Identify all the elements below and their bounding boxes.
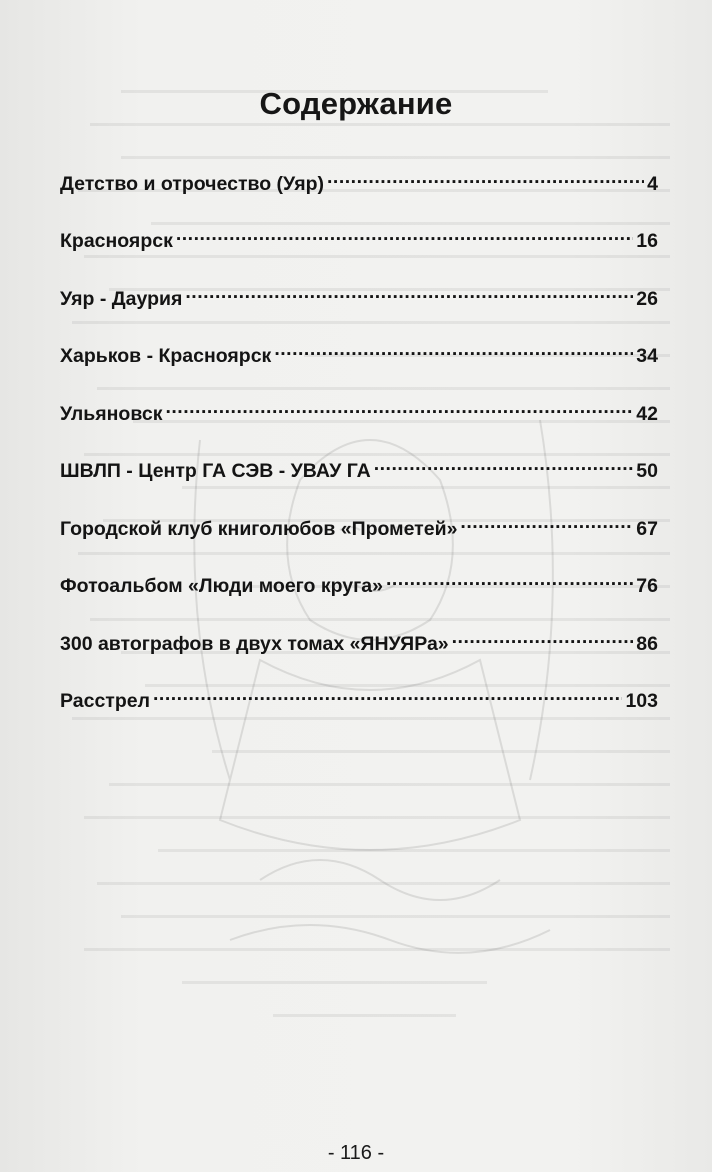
toc-entry-title: Красноярск [60,230,173,252]
toc-entry-title: Расстрел [60,690,150,712]
toc-entry-page: 4 [647,172,658,195]
toc-entry[interactable] [60,515,658,573]
toc-entry-page: 103 [625,690,658,712]
page-title: Содержание [259,86,453,121]
toc-leader-dots [452,630,634,650]
toc-entry[interactable] [60,170,658,228]
toc-entry-page: 86 [636,632,658,655]
toc-entry-title: Уяр - Даурия [60,287,183,310]
toc-entry-title: Харьков - Красноярск [60,345,272,367]
toc-entry[interactable] [60,458,658,516]
toc-leader-dots [327,170,644,190]
toc-entry[interactable] [60,285,658,343]
toc-entry-title: 300 автографов в двух томах «ЯНУЯРа» [60,632,449,655]
toc-entry[interactable] [60,343,658,401]
toc-entry-page: 76 [636,575,658,597]
toc-entry[interactable] [60,228,658,286]
toc-entry-title: Детство и отрочество (Уяр) [60,172,324,195]
toc-entry-title: Ульяновск [60,402,163,425]
toc-entry-page: 16 [636,230,658,252]
toc-entry-page: 67 [636,517,658,540]
toc-entry-page: 26 [636,287,658,310]
toc-leader-dots [374,458,634,478]
toc-leader-dots [274,343,633,363]
toc-leader-dots [165,400,633,420]
toc-entry[interactable] [60,688,658,746]
toc-entry-title: Городской клуб книголюбов «Прометей» [60,517,458,540]
toc-entry-page: 50 [636,460,658,482]
toc-entry-page: 34 [636,345,658,367]
toc-leader-dots [185,285,633,305]
toc-entry-title: Фотоальбом «Люди моего круга» [60,575,383,597]
toc-entry[interactable] [60,630,658,688]
toc-entry-page: 42 [636,402,658,425]
toc-leader-dots [176,228,633,248]
toc-entry[interactable] [60,400,658,458]
toc-leader-dots [460,515,633,535]
table-of-contents [60,170,658,745]
page-number: - 116 - [327,1142,385,1164]
toc-entry[interactable] [60,573,658,631]
toc-leader-dots [153,688,622,708]
toc-entry-title: ШВЛП - Центр ГА СЭВ - УВАУ ГА [60,460,371,482]
toc-leader-dots [386,573,633,593]
